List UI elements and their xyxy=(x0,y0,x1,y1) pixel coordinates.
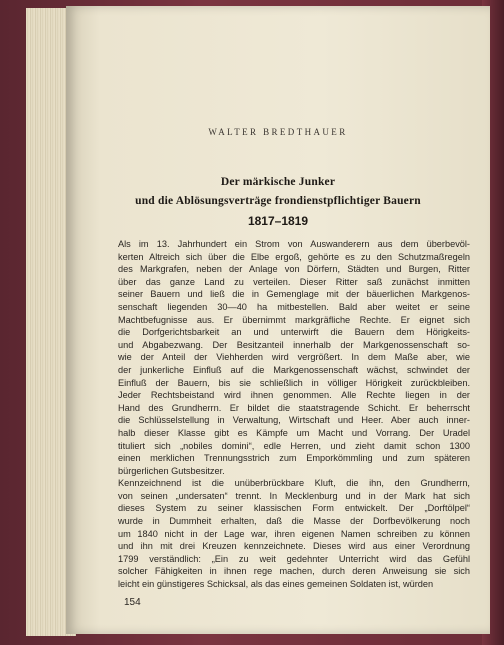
chapter-title: Der märkische Junker xyxy=(220,176,336,188)
body-line: 1799 verständlich: „Ein zu weit gedehnter Unterricht wird das Gefühl xyxy=(118,553,470,564)
chapter-years: 1817–1819 xyxy=(247,214,309,228)
body-line: wurde in Dummheit erhalten, daß die Masse der Dorfbevölkerung noch xyxy=(118,516,470,527)
author-name: WALTER BREDTHAUER xyxy=(208,127,348,137)
body-line: über das ganze Land zu verteilen. Dieser Ritter saß zunächst inmitten xyxy=(118,276,470,287)
body-line: Einfluß der Bauern, bis sie schließlich in völliger Hörigkeit zurückbleiben. xyxy=(118,377,470,388)
body-line: der junkerliche Einfluß auf die Markgenossenschaft wächst, schwindet der xyxy=(118,364,470,375)
body-line: Jeder Rechtsbeistand wird ihnen genommen. Alle Rechte liegen in der xyxy=(118,390,470,401)
body-line: solcher Fähigkeiten in ihnen rege machen, durch deren Anweisung sie sich xyxy=(118,566,470,577)
body-line: Kennzeichnend ist die unüberbrückbare Kluft, die ihn, den Grundherrn, xyxy=(118,478,470,489)
body-line: um 1840 nicht in der Lage war, ihren eigenen Namen schreiben zu können xyxy=(118,528,470,539)
body-line: seiner Bauern und ließ die in Gemenglage mit der bäuerlichen Markgenos- xyxy=(118,289,470,300)
body-line: halb dieser Klasse gibt es Kämpfe um Macht und Vorrang. Der Uradel xyxy=(118,427,470,438)
body-line: Als im 13. Jahrhundert ein Strom von Auswanderern aus dem überbevöl- xyxy=(118,239,470,249)
body-line: des Markgrafen, neben der Anlage von Dörfern, Städten und Burgen, Ritter xyxy=(118,264,470,275)
body-line: und Abgabezwang. Der Besitzanteil innerhalb der Markgenossenschaft so- xyxy=(118,339,470,350)
body-line: wie der Anteil der Viehherden wird vergrößert. In dem Maße aber, wie xyxy=(118,352,470,363)
body-line: leicht ein günstigeres Schicksal, als das eines gemeinen Soldaten ist, würden xyxy=(118,579,434,590)
body-line: kerten Altreich sich über die Elbe ergoß, gehörte es zu den Schutzmaßregeln xyxy=(118,251,470,262)
body-line: bürgerlichen Gutsbesitzer. xyxy=(118,465,225,476)
body-line: tituliert sich „nobiles domini“, edle Herren, und zieht damit schon 1300 xyxy=(118,440,470,451)
page-number: 154 xyxy=(124,597,141,608)
body-line: dieses System zu seiner klassischen Form entwickelt. Der „Dorftölpel“ xyxy=(118,503,470,514)
body-line: einen merklichen Trennungsstrich zum Emporkömmling und zum späteren xyxy=(118,453,470,464)
body-line: von seinen „undersaten“ trennt. In Mecklenburg und in der Mark hat sich xyxy=(118,490,470,501)
body-text xyxy=(118,238,470,591)
body-line: und ihn mit drei Kreuzen kennzeichnete. Dieses wird aus einer Verordnung xyxy=(118,541,470,552)
body-line: senschaft liegenden 30—40 ha mitbestellen. Bald aber weitet er seine xyxy=(118,301,470,312)
chapter-subtitle: und die Ablösungsverträge frondienstpflichtiger Bauern xyxy=(135,195,421,207)
body-line: Machtbefugnisse aus. Er übernimmt markgräfliche Rechte. Er eignet sich xyxy=(118,314,470,325)
body-line: Hand des Grundherrn. Er bildet die staatstragende Schicht. Er beherrscht xyxy=(118,402,470,413)
body-line: die Dorfgerichtsbarkeit an und unterwirft die Bauern dem Hörigkeits- xyxy=(118,327,470,338)
body-line: die Schlüsselstellung in Verwaltung, Wirtschaft und Heer. Aber auch inner- xyxy=(118,415,470,426)
